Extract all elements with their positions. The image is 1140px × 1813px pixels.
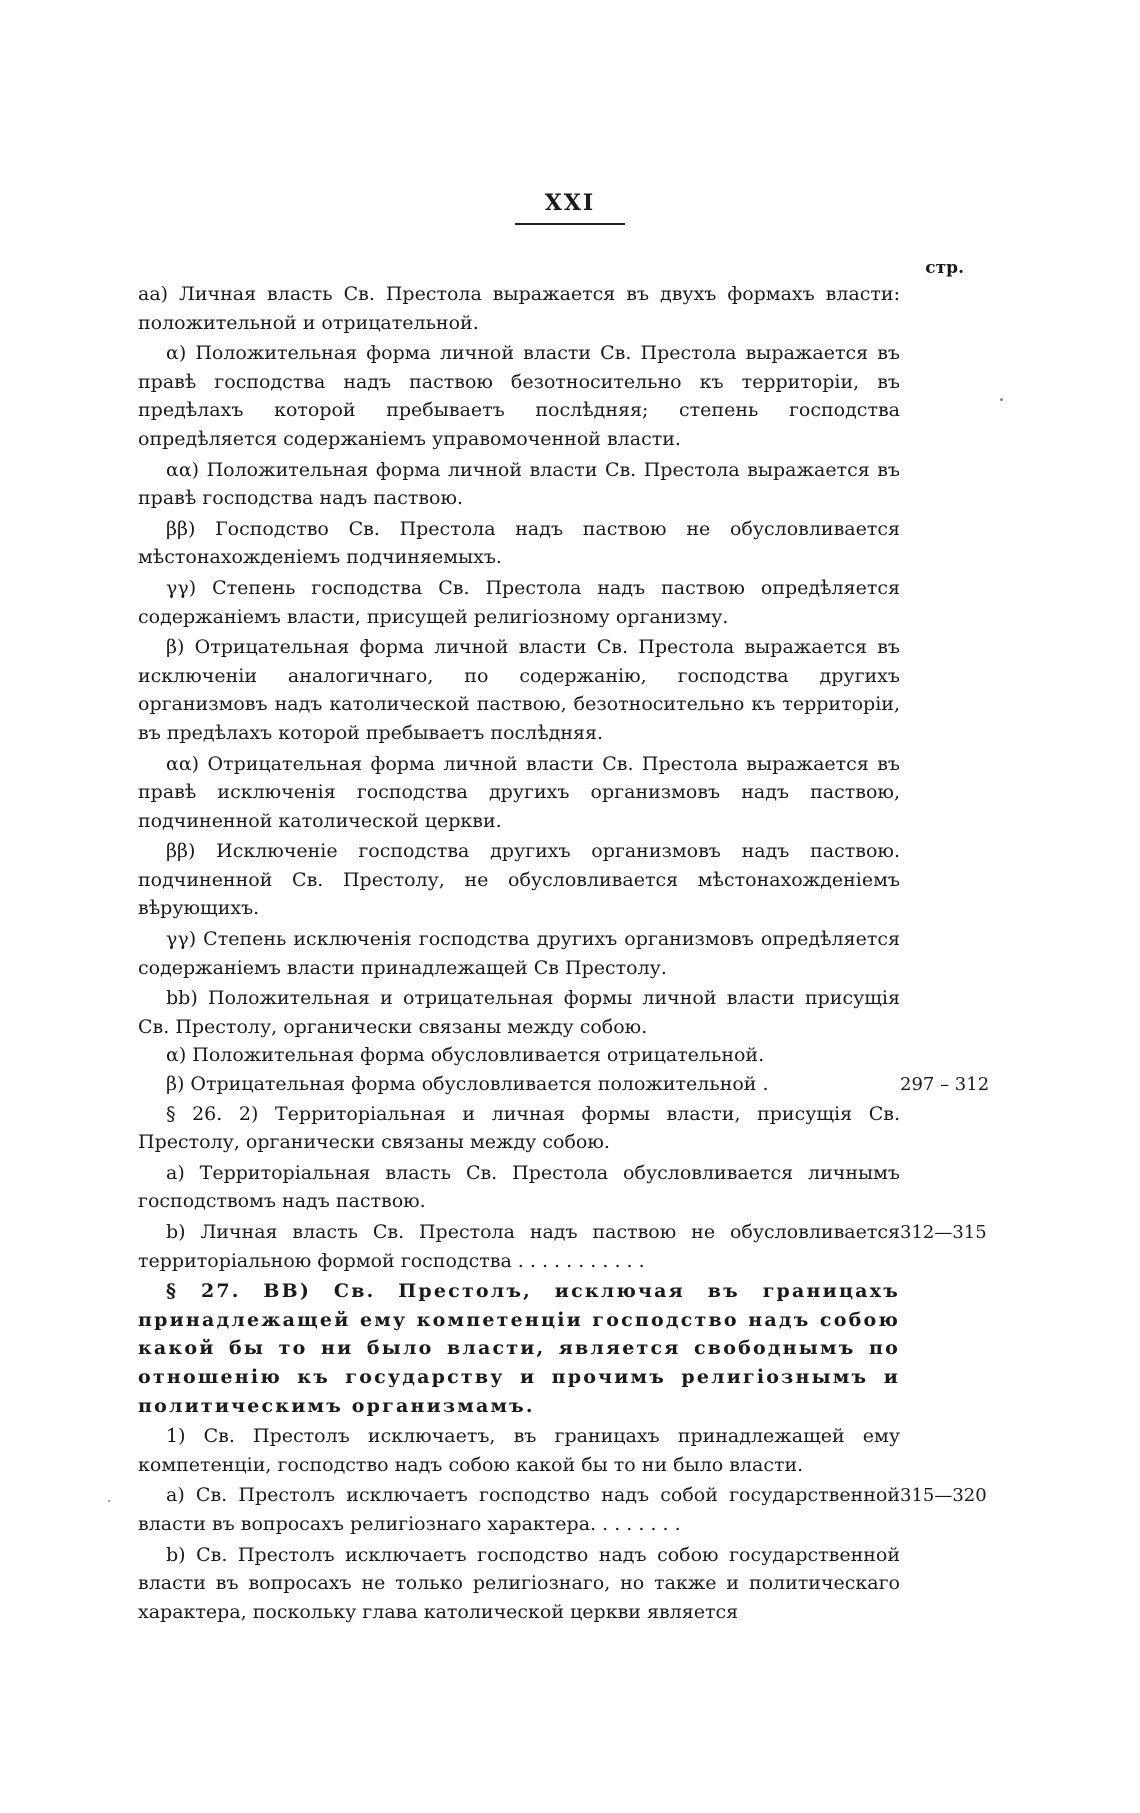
toc-entry [138,1218,987,1275]
table-of-contents [138,280,990,1626]
entry-text: аа) Личная власть Св. Престола выражается въ двухъ формахъ власти: положительной и отрицательной. [138,283,900,334]
entry-pages: 312—315 [900,1222,987,1243]
scan-speck [1000,398,1003,401]
toc-entry [138,456,968,513]
entry-text: γγ) Степень господства Св. Престола надъ паствою опредѣляется содержаніемъ власти, присущей религіозному организму. [138,576,900,628]
entry-text: § 26. 2) Территоріальная и личная формы власти, присущія Св. Престолу, органически связаны между собою. [138,1102,900,1154]
entry-text: 1) Св. Престолъ исключаетъ, въ границахъ принадлежащей ему компетенціи, господство надъ собою какой бы то ни было власти. [138,1425,900,1476]
toc-entry [138,1100,968,1157]
entry-text: β) Отрицательная форма личной власти Св. Престола выражается въ исключеніи аналогичнаго, по содержанію, господства другихъ организмовъ надъ католической паствою, безотносительно къ территоріи, въ предѣлахъ которой пребываетъ послѣдняя. [138,636,900,744]
toc-entry [138,1422,968,1479]
toc-entry [138,515,968,572]
entry-text: ββ) Господство Св. Престола надъ паствою не обусловливается мѣстонахожденіемъ подчиняемыхъ. [138,517,900,569]
entry-text: bb) Положительная и отрицательная формы личной власти присущія Св. Престолу, органически связаны между собою. [138,987,900,1038]
entry-pages: 297 – 312 [900,1074,990,1096]
toc-entry [138,984,968,1041]
scan-speck [108,1500,110,1502]
toc-entry [138,1070,990,1100]
toc-entry [138,1041,968,1070]
toc-entry [138,1541,968,1627]
toc-entry [138,1277,968,1420]
entry-text: b) Св. Престолъ исключаетъ господство надъ собою государственной власти въ вопросахъ не только религіознаго, но также и политическаго характера, поскольку глава католической церкви является [138,1543,900,1623]
entry-text: b) Личная власть Св. Престола надъ паствою не обусловливается территоріальною формой господства . . . . . . . . . . . [138,1221,900,1272]
toc-entry [138,1159,968,1216]
entry-text: αα) Отрицательная форма личной власти Св. Престола выражается въ правѣ исключенія господства другихъ организмовъ надъ паствою, подчиненной католической церкви. [138,752,900,832]
entry-text: β) Отрицательная форма обусловливается положительной . [166,1073,769,1096]
toc-entry [138,280,968,337]
toc-entry [138,750,968,836]
entry-pages: 315—320 [900,1485,987,1507]
toc-entry [138,633,968,747]
entry-text: § 27. BB) Св. Престолъ, исключая въ границахъ принадлежащей ему компетенціи господство надъ собою какой бы то ни было власти, является свободнымъ по отношенію къ государству и прочимъ религіознымъ и политическимъ организмамъ. [138,1280,900,1417]
toc-entry [138,925,968,982]
header-rule [515,223,625,225]
page-number: XXI [544,190,596,216]
entry-text: γγ) Степень исключенія господства другихъ организмовъ опредѣляется содержаніемъ власти принадлежащей Св Престолу. [138,928,900,979]
entry-text: a) Св. Престолъ исключаетъ господство надъ собой государственной власти въ вопросахъ религіознаго характера. . . . . . . . [138,1484,900,1535]
toc-entry [138,574,968,631]
entry-text: α) Положительная форма личной власти Св. Престола выражается въ правѣ господства надъ паствою безотносительно къ территоріи, въ предѣлахъ которой пребываетъ послѣдняя; степень господства опредѣляется содержаніемъ управомоченной власти. [138,342,900,450]
toc-entry [138,339,968,453]
entry-text: α) Положительная форма обусловливается отрицательной. [166,1044,765,1067]
entry-text: ββ) Исключеніе господства другихъ организмовъ надъ паствою. подчиненной Св. Престолу, не обусловливается мѣстонахожденіемъ вѣрующихъ. [138,840,900,920]
toc-entry [138,1481,987,1538]
toc-entry [138,837,968,923]
pages-column-label: стр. [925,258,964,278]
entry-text: αα) Положительная форма личной власти Св. Престола выражается въ правѣ господства надъ паствою. [138,458,900,510]
entry-text: a) Территоріальная власть Св. Престола обусловливается личнымъ господствомъ надъ паствою. [138,1161,900,1213]
